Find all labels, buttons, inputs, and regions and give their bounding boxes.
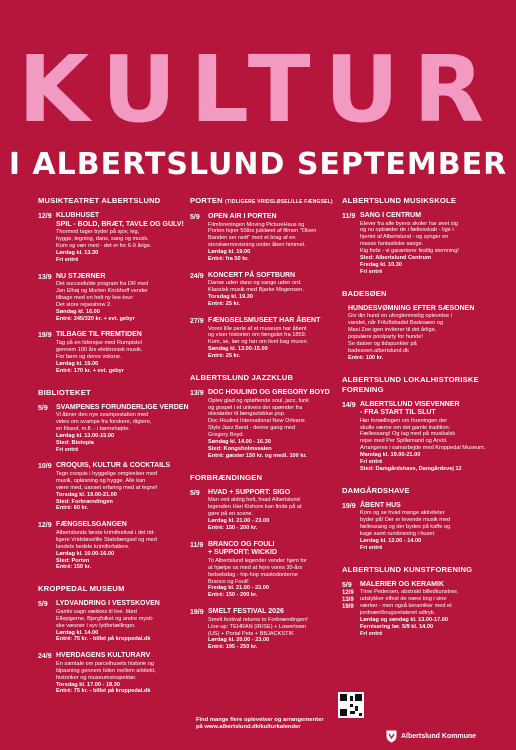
event-item xyxy=(342,305,488,362)
event-date: 24/9 xyxy=(38,653,52,661)
event-item xyxy=(342,212,488,276)
section-heading-text: ALBERTSLUND LOKALHISTORISKE FORENING xyxy=(342,374,479,394)
event-info: Fredag kl. 21.00 - 23.00 Entré: 150 - 200 kr. xyxy=(208,585,269,599)
logo-text: Albertslund Kommune xyxy=(401,733,477,740)
event-date: 11/9 xyxy=(190,541,204,549)
event-info: Lørdag kl. 20.00 - 23.00 Entré: 195 - 250 kr. xyxy=(208,637,270,651)
event-item xyxy=(38,212,190,264)
section-heading xyxy=(342,196,488,206)
section-heading xyxy=(342,565,488,575)
event-info: Torsdag kl. 17.00 - 18.30 Entré: 75 kr. - billet på kroppedal.dk xyxy=(56,681,151,695)
event-item xyxy=(190,317,342,360)
event-title: SMELT FESTIVAL 2026 xyxy=(208,608,284,616)
event-title: SANG I CENTRUM xyxy=(360,212,422,219)
event-title: ALBERTSLUND VISEVENNER - FRA START TIL SLUT xyxy=(360,400,460,417)
event-date: 12/9 xyxy=(38,522,52,530)
footer-line-2: på www.albertslund.dk/kulturkalender xyxy=(196,724,301,730)
event-item xyxy=(190,272,342,308)
event-description: Vores lille perle af et museum har åbent og viser historien om fængslet fra 1859. Kom, se, lær og hør om livet bag muren. xyxy=(208,325,309,346)
event-item xyxy=(38,462,190,512)
event-date: 5/9 xyxy=(190,214,200,221)
event-title: ÅBENT HUS xyxy=(360,501,401,509)
event-info: Sted: Albertslund Centrum Fredag kl. 10.30 Fri entré xyxy=(360,255,431,275)
event-date: 13/9 xyxy=(38,273,52,281)
event-date: 5/9 xyxy=(190,489,200,497)
event-title: NU STJERNER xyxy=(56,272,106,280)
event-info: Torsdag kl. 19.00-21.00 Sted: Forbrændingen Entré: 60 kr. xyxy=(56,491,117,512)
event-description: Kom og se hvad mange aktiviteter byder på! Der er levende musik med fællessang og der bydes på kaffe og kage samt rundvisning i huset. xyxy=(360,510,451,538)
event-description: To Albertslund legender vender hjem for at hjælpe os med at fejre vores 30-års fødselsdag - hip-hop mastodonterne Branco og Fouli! xyxy=(208,557,307,585)
section-heading-text: ALBERTSLUND JAZZKLUB xyxy=(190,373,294,383)
event-date: 5/9 xyxy=(38,404,48,412)
event-info: Lørdag og søndag kl. 13.00-17.00 Fernisering lør. 5/9 kl. 14.00 Fri entré xyxy=(360,616,448,637)
event-title: MALERIER OG KERAMIK xyxy=(360,580,444,588)
event-info: Entré: 100 kr. xyxy=(348,354,384,361)
section-heading xyxy=(38,196,190,206)
section-heading xyxy=(342,289,488,299)
event-item xyxy=(38,331,190,374)
event-info: Søndag kl. 14.00 - 16.30 Sted: Kongsholmssalen Entré: gæster 150 kr. og medl. 100 kr. xyxy=(208,439,307,459)
event-info: Lørdag kl. 12.00 - 14.00 Fri entré xyxy=(360,537,422,551)
section-heading xyxy=(38,584,190,594)
section-gap xyxy=(38,704,190,708)
event-date: 19/9 xyxy=(38,332,52,340)
event-description: Tegn croquis i hyggelige omgivelser med musik, opløsning og hygge. Alle kan være med, uanset erfaring med at tegne! xyxy=(56,470,158,491)
event-info: Lørdag kl. 15.00 Entré: 170 kr. + evt. gebyr xyxy=(56,360,124,374)
event-item xyxy=(38,521,190,571)
poster-subtitle: I ALBERTSLUND SEPTEMBER xyxy=(8,147,508,182)
event-title: CROQUIS, KULTUR & COCKTAILS xyxy=(56,462,171,470)
section-heading-text: KROPPEDAL MUSEUM xyxy=(38,584,125,594)
event-date: 12/9 xyxy=(38,213,52,220)
event-date: 19/9 xyxy=(190,609,204,617)
footer-line-1: Find mange flere oplevelser og arrangementer xyxy=(196,717,324,723)
event-item xyxy=(190,213,342,263)
event-description: Elever fra alle byens skoler har øvet sig og nu optræder de i fællesskab - lige i hjertet af Albertslund - og synger en masse fantastiske sange. Kig forbi - vi garanterer festlig stemning! xyxy=(360,220,459,255)
event-description: Gamle sagn vækkes til live. Mød Ellepigerne, Bjergfolket og andre mysti- ske væsner i syv lydfortællinger. xyxy=(56,608,154,629)
column-1 xyxy=(38,196,190,708)
event-item xyxy=(190,489,342,532)
event-description: Thormod tager byder på sjov, leg, hygge, tegning, dans, sang og musik. Kom og vær med - det er for 6-9 årige. xyxy=(56,229,152,249)
crest-icon xyxy=(386,730,397,743)
event-description: Oplev glad og opløftende soul, jazz, funk og gospel i et univers der spænder fra oliestøder til fængselsblue pop. Doc Houlind International New Orleans Style Jazz Band - denne gang med Gregory Boyd. xyxy=(208,397,310,439)
section-heading xyxy=(342,375,488,395)
event-title: DOC HOULIND OG GREGORY BOYD xyxy=(208,389,330,397)
event-title: HVERDAGENS KULTURARV xyxy=(56,652,151,660)
footer-text xyxy=(196,717,374,731)
event-description: Trine Pedersen, abstrakt billedkunstner, udstykker elfest de nære ting i sine værker - men også keramiker med et jordnært/brugsrelateret udtryk. xyxy=(360,589,459,616)
event-date: 10/9 xyxy=(38,463,52,471)
event-info: Torsdag kl. 19.30 Entré: 25 kr. xyxy=(208,294,253,308)
event-title: HUNDESVØMNING EFTER SÆSONEN xyxy=(348,304,475,312)
event-description: Man ved aldrig helt, hvad Albertslund legenden Hari Kishore kan finde på at gøre på en scene. xyxy=(208,497,302,518)
event-description: Det succesfulde program fra DR med Jan Elhøj og Morten Kirckhoff vender tilbage med en helt ny live-tour: Det store rejseshow 2. xyxy=(56,281,149,308)
event-item xyxy=(190,608,342,651)
event-title: BRANCO OG FOULI + SUPPORT: WICKID xyxy=(208,540,278,557)
section-heading-text: MUSIKTEATRET ALBERTSLUND xyxy=(38,196,161,205)
event-date: 14/9 xyxy=(342,401,356,409)
event-title: SVAMPENES FORUNDERLIGE VERDEN xyxy=(56,403,189,411)
event-title: TILBAGE TIL FREMTIDEN xyxy=(56,331,142,339)
section-gap xyxy=(190,660,342,664)
section-heading xyxy=(190,373,342,383)
event-item xyxy=(342,581,488,638)
section-heading-text: BADESØEN xyxy=(342,288,387,298)
event-date: 19/9 xyxy=(342,502,356,510)
event-date: 27/9 xyxy=(190,318,204,326)
event-title: KLUBHUSET SPIL - BOLD, BRÆT, TAVLE OG GULV! xyxy=(56,212,184,228)
section-heading-text: ALBERTSLUND MUSIKSKOLE xyxy=(342,196,457,205)
event-item xyxy=(38,600,190,643)
section-heading xyxy=(190,196,342,207)
event-date: 24/9 xyxy=(190,272,204,280)
event-extra-date: 19/9 xyxy=(342,603,354,610)
event-info: Lørdag kl. 13.30 Fri entré xyxy=(56,249,99,263)
section-heading-text: DAMGÅRDSHAVE xyxy=(342,485,410,495)
poster-title: KULTUR xyxy=(17,36,499,143)
event-item xyxy=(190,389,342,460)
section-heading-text: ALBERTSLUND KUNSTFORENING xyxy=(342,564,473,574)
event-title: FÆNGSELSMUSEET HAR ÅBENT xyxy=(208,317,321,325)
event-item xyxy=(342,401,488,473)
event-info: Søndag kl. 13.00-15.00 Entré: 25 kr. xyxy=(208,346,268,360)
event-description: Albertslunds første krimifestival i det tid- ligere Vridsløselille Statsfængsel og med landets bedste krimiforfattere. xyxy=(56,529,157,550)
event-info: Lørdag kl. 14.00 Entré: 75 kr. - billet på kroppedal.dk xyxy=(56,629,151,643)
event-item xyxy=(38,652,190,695)
event-info: Lørdag kl. 19.00 Entré: fra 50 kr. xyxy=(208,249,251,263)
event-title: LYDVANDRING I VESTSKOVEN xyxy=(56,600,160,608)
event-date: 11/9 xyxy=(342,213,356,220)
albertslund-logo xyxy=(386,730,496,744)
section-heading-note: (TIDLIGERE VRIDSLØSELILLE FÆNGSEL) xyxy=(225,199,333,205)
section-heading xyxy=(190,473,342,483)
event-title: KONCERT PÅ SOFTBURN xyxy=(208,271,296,279)
event-title: FÆNGSELSGANGEN xyxy=(56,521,127,529)
event-date: 5/9 xyxy=(38,601,48,609)
event-info: Lørdag kl. 10.00-16.00 Sted: Porten Entré: 150 kr. xyxy=(56,550,115,571)
event-description: Vi åbner den nye svampestation med video om svampe fra forskere, digtere, en filosof, m.fl. - i børnehøjde. xyxy=(56,412,152,432)
event-date: 13/9 xyxy=(190,390,204,398)
qr-code[interactable] xyxy=(338,692,364,718)
column-3 xyxy=(342,196,488,651)
section-gap xyxy=(342,647,488,651)
event-description: Danse uden dans og sange uden ord. Klassisk musik med Bjarke Mogensen. xyxy=(208,280,304,294)
section-heading xyxy=(342,486,488,496)
event-info: Mandag kl. 19.00-21.00 Fri entré Sted: Damgårdshave, Damgårdsvej 12 xyxy=(360,452,462,472)
event-item xyxy=(38,273,190,323)
event-title: HVAD + SUPPORT: SIGO xyxy=(208,488,291,496)
event-info: Søndag kl. 16.00 Entré: 245/320 kr. + evt. gebyr xyxy=(56,308,135,322)
event-info: Lørdag kl. 21.00 - 23.00 Entré: 150 - 200 kr. xyxy=(208,517,270,531)
event-description: Filmforeningen Moving PictureHaus og Porten fejrer 50års jubilæet af filmen "Olsen Banden ser rødt" med et brag af en storskærmsvisning under åben himmel. xyxy=(208,221,317,249)
section-heading-text: PORTEN xyxy=(190,196,223,205)
section-heading-text: FORBRÆNDINGEN xyxy=(190,472,263,482)
event-description: Hør fortællingen om foreningen der skulle værne om det gamle tradition: Fællessang! Og tag med på musikalsk rejse med Per Spillemand og Arvid. Arrangeres i samarbejde med Kroppedal Museum. xyxy=(360,417,486,452)
event-description: Smelt festival returns to Forbrændingen! Line-up: TEHRAN (IR/SE) + Lowertown (US) + Portal Pets + BBJACKSTIK xyxy=(208,616,308,637)
event-title: OPEN AIR I PORTEN xyxy=(208,213,277,220)
event-description: Giv din hund en uforglemmelig oplevelse i vandet, når Friluftsbadet Badesøen og Maxi Zoo igen inviterer til det årlige, populære poolparty for hunde! Se datoer og tidspunkter på badesoen.albertslund.dk xyxy=(348,313,452,354)
event-description: En samtale om parcelhusets historie og tilpasning gennem tiden mellem arkitekt, historiker og museumsinspektør. xyxy=(56,660,156,681)
event-item xyxy=(38,404,190,454)
event-extra-date: 13/9 xyxy=(342,596,354,603)
event-item xyxy=(342,502,488,552)
column-2 xyxy=(190,196,342,664)
event-extra-date: 12/9 xyxy=(342,589,354,596)
event-date: 5/9 xyxy=(342,581,352,589)
event-description: Tag på en tidsrejse med Rumpistol gennem 100 års elektronisk musik. For børn og deres voksne. xyxy=(56,339,143,360)
section-heading xyxy=(38,388,190,398)
event-item xyxy=(190,541,342,599)
section-heading-text: BIBLIOTEKET xyxy=(38,387,91,397)
event-info: Lørdag kl. 13.00-15.00 Sted: Biotopia Fri entré xyxy=(56,432,115,453)
